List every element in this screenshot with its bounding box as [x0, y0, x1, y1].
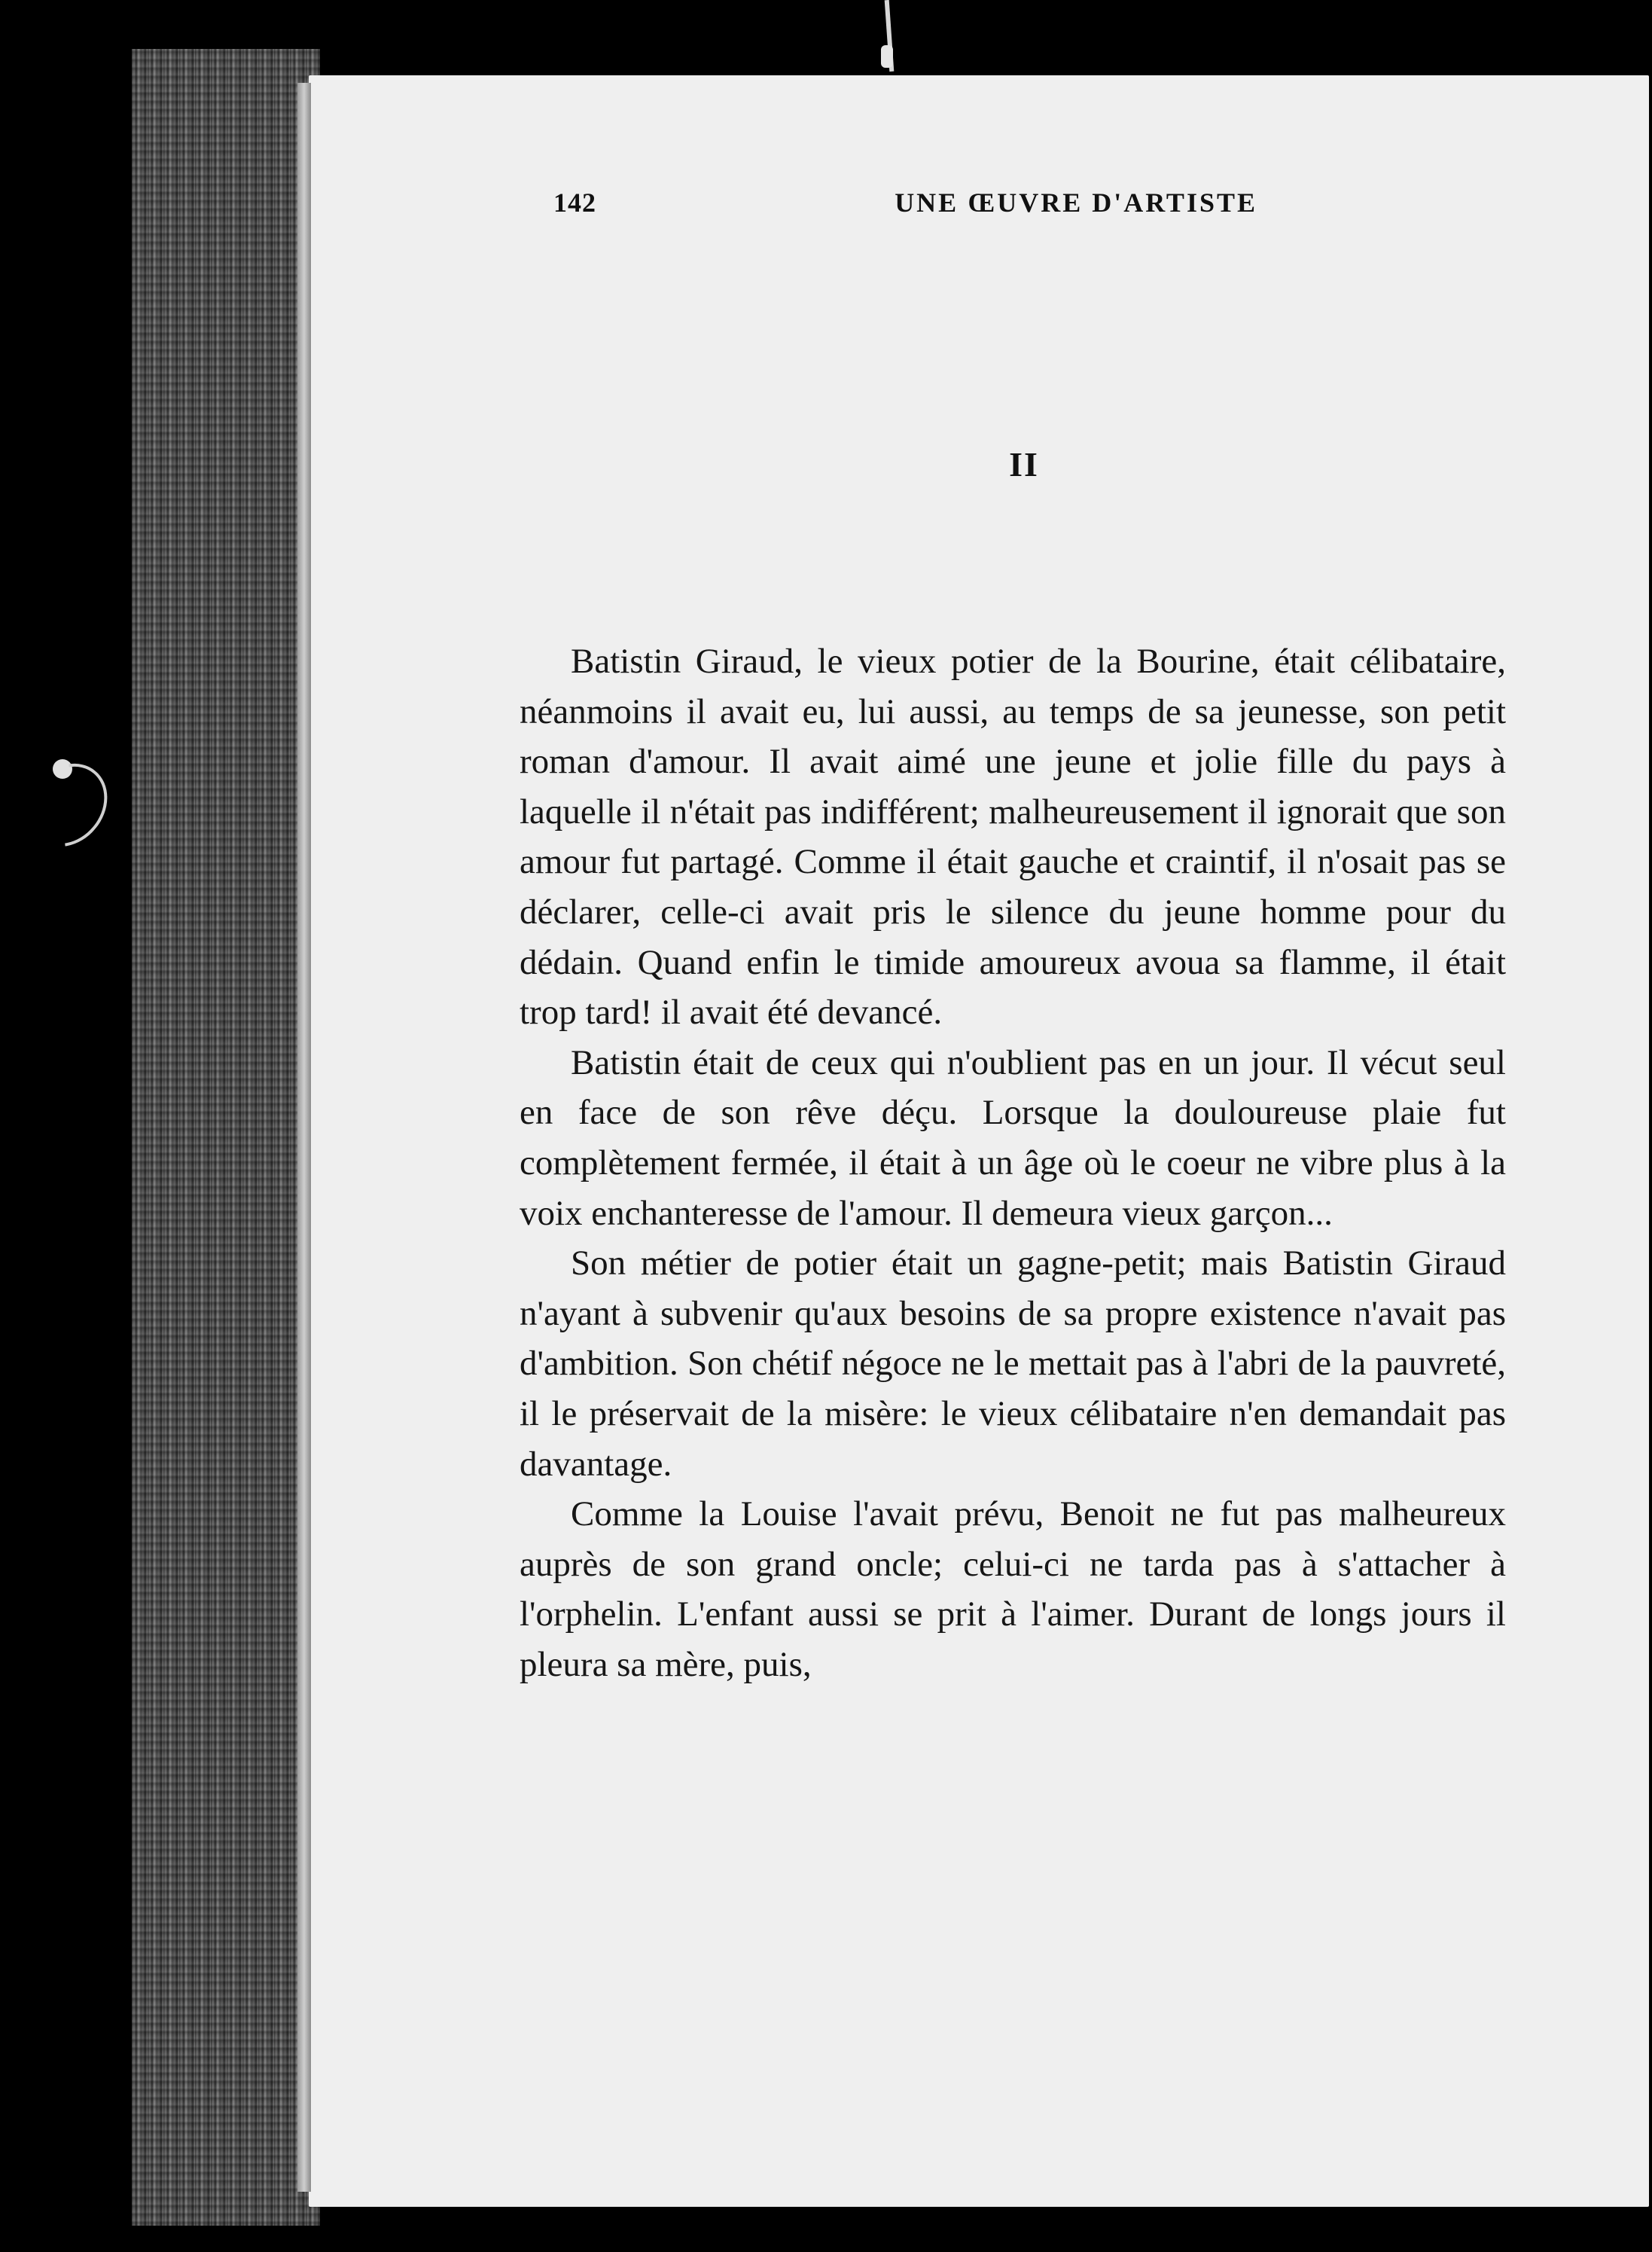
body-text	[520, 636, 1506, 1689]
page-gutter-highlight	[297, 83, 311, 2192]
paragraph: Batistin était de ceux qui n'oublient pas en un jour. Il vécut seul en face de son rêve déçu. Lorsque la douloureuse plaie fut complètement fermée, il était à un âge où le coeur ne vibre plus à la voix enchanteresse de l'amour. Il demeura vieux garçon...	[520, 1042, 1506, 1233]
paragraph: Son métier de potier était un gagne-petit; mais Batistin Giraud n'ayant à subvenir qu'aux besoins de sa propre existence n'avait pas d'ambition. Son chétif négoce ne le mettait pas à l'abri de la pauvreté, il le préservait de la misère: le vieux célibataire n'en demandait pas davantage.	[520, 1243, 1506, 1484]
film-dust-mark	[881, 45, 893, 68]
book-page-edge	[132, 49, 320, 2226]
running-head: UNE ŒUVRE D'ARTISTE	[895, 188, 1257, 218]
paragraph: Comme la Louise l'avait prévu, Benoit ne fut pas malheureux auprès de son grand oncle; celui-ci ne tarda pas à s'attacher à l'orphelin. L'enfant aussi se prit à l'aimer. Durant de longs jours il pleura sa mère, puis,	[520, 1494, 1506, 1684]
paragraph: Batistin Giraud, le vieux potier de la Bourine, était célibataire, néanmoins il avait eu, lui aussi, au temps de sa jeunesse, son petit roman d'amour. Il avait aimé une jeune et jolie fille du pays à laquelle il n'était pas indifférent; malheureusement il ignorait que son amour fut partagé. Comme il était gauche et craintif, il n'osait pas se déclarer, celle-ci avait pris le silence du jeune homme pour du dédain. Quand enfin le timide amoureux avoua sa flamme, il était trop tard! il avait été devancé.	[520, 642, 1506, 1033]
chapter-heading: II	[1009, 445, 1039, 484]
page-header	[553, 187, 1257, 229]
page-number: 142	[553, 188, 596, 218]
